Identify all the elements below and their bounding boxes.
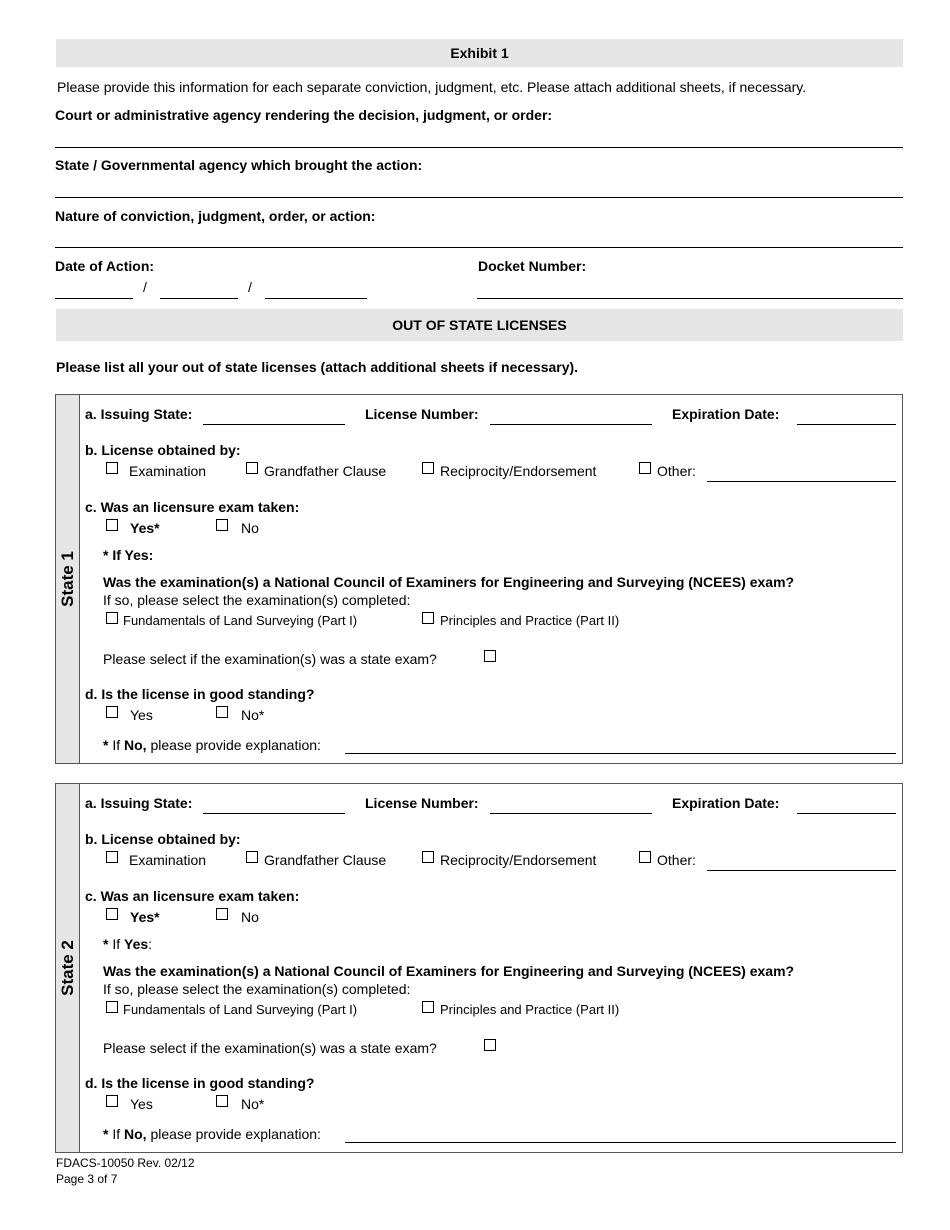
- court-label: Court or administrative agency rendering the decision, judgment, or order:: [55, 107, 553, 123]
- date-separator: /: [143, 279, 147, 295]
- fundamentals-label: Fundamentals of Land Surveying (Part I): [123, 1002, 358, 1017]
- obtained-by-label: b. License obtained by:: [85, 442, 241, 458]
- date-day-field[interactable]: [160, 298, 238, 299]
- date-label: Date of Action:: [55, 258, 155, 274]
- license-number-field[interactable]: [490, 813, 652, 814]
- reciprocity-checkbox[interactable]: [422, 462, 434, 474]
- expiration-date-label: Expiration Date:: [672, 406, 780, 422]
- exam-no-checkbox[interactable]: [216, 908, 228, 920]
- standing-no-checkbox[interactable]: [216, 706, 228, 718]
- state-2-label: State 2: [57, 940, 77, 996]
- date-separator: /: [248, 279, 252, 295]
- fundamentals-label: Fundamentals of Land Surveying (Part I): [123, 613, 358, 628]
- reciprocity-label: Reciprocity/Endorsement: [440, 852, 597, 868]
- exam-no-checkbox[interactable]: [216, 519, 228, 531]
- if-yes-label: * If Yes:: [103, 547, 154, 563]
- explanation-label: * If No, please provide explanation:: [103, 1126, 321, 1142]
- exam-yes-checkbox[interactable]: [106, 519, 118, 531]
- explanation-field[interactable]: [345, 753, 896, 754]
- state-exam-label: Please select if the examination(s) was a state exam?: [103, 1040, 437, 1056]
- principles-checkbox[interactable]: [422, 612, 434, 624]
- exhibit-instruction: Please provide this information for each separate conviction, judgment, etc. Please attach additional sheets, if necessary.: [57, 79, 807, 95]
- good-standing-label: d. Is the license in good standing?: [85, 686, 315, 702]
- standing-no-label: No*: [241, 1096, 265, 1112]
- principles-label: Principles and Practice (Part II): [440, 1002, 620, 1017]
- expiration-date-label: Expiration Date:: [672, 795, 780, 811]
- docket-field[interactable]: [477, 298, 903, 299]
- explanation-field[interactable]: [345, 1142, 896, 1143]
- exam-yes-label: Yes*: [130, 520, 160, 536]
- agency-field[interactable]: [55, 197, 903, 198]
- license-number-field[interactable]: [490, 424, 652, 425]
- exam-taken-label: c. Was an licensure exam taken:: [85, 888, 300, 904]
- reciprocity-label: Reciprocity/Endorsement: [440, 463, 597, 479]
- state-1-label: State 1: [57, 551, 77, 607]
- exam-yes-label: Yes*: [130, 909, 160, 925]
- form-id: FDACS-10050 Rev. 02/12: [56, 1156, 195, 1170]
- ncees-select-label: If so, please select the examination(s) completed:: [103, 592, 411, 608]
- other-label: Other:: [657, 852, 696, 868]
- exam-yes-checkbox[interactable]: [106, 908, 118, 920]
- state-exam-label: Please select if the examination(s) was a state exam?: [103, 651, 437, 667]
- standing-no-label: No*: [241, 707, 265, 723]
- other-field[interactable]: [707, 481, 896, 482]
- expiration-date-field[interactable]: [797, 424, 896, 425]
- nature-label: Nature of conviction, judgment, order, or action:: [55, 208, 376, 224]
- agency-label: State / Governmental agency which brought the action:: [55, 157, 423, 173]
- examination-label: Examination: [129, 852, 207, 868]
- state-exam-checkbox[interactable]: [484, 650, 496, 662]
- exam-taken-label: c. Was an licensure exam taken:: [85, 499, 300, 515]
- standing-no-checkbox[interactable]: [216, 1095, 228, 1107]
- court-field[interactable]: [55, 147, 903, 148]
- issuing-state-field[interactable]: [203, 424, 345, 425]
- grandfather-label: Grandfather Clause: [264, 463, 387, 479]
- issuing-state-field[interactable]: [203, 813, 345, 814]
- standing-yes-checkbox[interactable]: [106, 706, 118, 718]
- standing-yes-checkbox[interactable]: [106, 1095, 118, 1107]
- license-number-label: License Number:: [365, 406, 479, 422]
- docket-label: Docket Number:: [478, 258, 587, 274]
- fundamentals-checkbox[interactable]: [106, 612, 118, 624]
- issuing-state-label: a. Issuing State:: [85, 795, 193, 811]
- license-number-label: License Number:: [365, 795, 479, 811]
- standing-yes-label: Yes: [130, 1096, 153, 1112]
- licenses-title: OUT OF STATE LICENSES: [56, 309, 903, 341]
- other-checkbox[interactable]: [639, 462, 651, 474]
- good-standing-label: d. Is the license in good standing?: [85, 1075, 315, 1091]
- principles-checkbox[interactable]: [422, 1001, 434, 1013]
- state-2-tab: [56, 784, 80, 1152]
- state-1-section: [55, 394, 903, 764]
- ncees-select-label: If so, please select the examination(s) completed:: [103, 981, 411, 997]
- if-yes-label: * If Yes:: [103, 936, 153, 952]
- state-1-tab: [56, 395, 80, 763]
- ncees-question: Was the examination(s) a National Council of Examiners for Engineering and Surveying (NCEES) exam?: [103, 963, 795, 979]
- date-year-field[interactable]: [265, 298, 367, 299]
- exam-no-label: No: [241, 909, 259, 925]
- ncees-question: Was the examination(s) a National Council of Examiners for Engineering and Surveying (NCEES) exam?: [103, 574, 795, 590]
- other-label: Other:: [657, 463, 696, 479]
- exam-no-label: No: [241, 520, 259, 536]
- grandfather-checkbox[interactable]: [246, 851, 258, 863]
- principles-label: Principles and Practice (Part II): [440, 613, 620, 628]
- exhibit-title: Exhibit 1: [56, 39, 903, 67]
- page-number: Page 3 of 7: [56, 1172, 118, 1186]
- examination-checkbox[interactable]: [106, 462, 118, 474]
- expiration-date-field[interactable]: [797, 813, 896, 814]
- state-2-section: [55, 783, 903, 1153]
- other-field[interactable]: [707, 870, 896, 871]
- fundamentals-checkbox[interactable]: [106, 1001, 118, 1013]
- nature-field[interactable]: [55, 247, 903, 248]
- explanation-label: * If No, please provide explanation:: [103, 737, 321, 753]
- grandfather-checkbox[interactable]: [246, 462, 258, 474]
- examination-label: Examination: [129, 463, 207, 479]
- examination-checkbox[interactable]: [106, 851, 118, 863]
- licenses-instruction: Please list all your out of state licenses (attach additional sheets if necessary).: [56, 359, 579, 375]
- state-exam-checkbox[interactable]: [484, 1039, 496, 1051]
- standing-yes-label: Yes: [130, 707, 153, 723]
- reciprocity-checkbox[interactable]: [422, 851, 434, 863]
- grandfather-label: Grandfather Clause: [264, 852, 387, 868]
- issuing-state-label: a. Issuing State:: [85, 406, 193, 422]
- obtained-by-label: b. License obtained by:: [85, 831, 241, 847]
- date-month-field[interactable]: [55, 298, 133, 299]
- other-checkbox[interactable]: [639, 851, 651, 863]
